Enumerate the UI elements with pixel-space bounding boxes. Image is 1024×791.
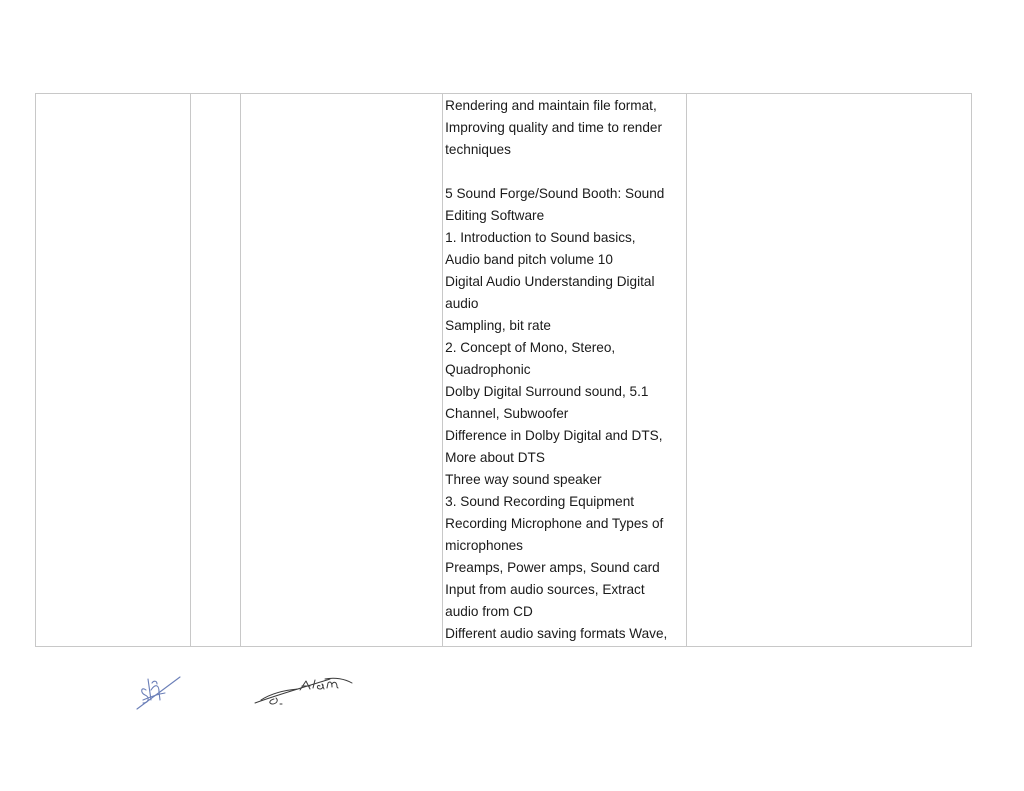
content-line: Digital Audio Understanding Digital [445,274,655,289]
content-line: Rendering and maintain file format, [445,98,657,113]
table-cell-5 [687,94,972,647]
content-line: More about DTS [445,450,545,465]
content-line: Input from audio sources, Extract [445,582,645,597]
content-line: 5 Sound Forge/Sound Booth: Sound [445,186,665,201]
content-line: Preamps, Power amps, Sound card [445,560,660,575]
content-line: Sampling, bit rate [445,318,551,333]
syllabus-table [35,93,972,647]
content-text-block [443,94,686,645]
content-line: microphones [445,538,523,553]
content-line-blank [445,161,684,183]
content-line: Difference in Dolby Digital and DTS, [445,428,663,443]
table-cell-3 [241,94,443,647]
content-line: 1. Introduction to Sound basics, [445,230,636,245]
content-line: audio from CD [445,604,533,619]
content-line: Editing Software [445,208,545,223]
content-line: Improving quality and time to render [445,120,663,135]
content-line: 2. Concept of Mono, Stereo, [445,340,616,355]
content-line: audio [445,296,479,311]
table-cell-1 [36,94,191,647]
content-line: Recording Microphone and Types of [445,516,664,531]
content-line: Channel, Subwoofer [445,406,569,421]
signature-second [255,678,352,704]
content-line: Different audio saving formats Wave, [445,626,668,641]
table-cell-content [443,94,687,647]
content-line: Three way sound speaker [445,472,602,487]
content-line: Dolby Digital Surround sound, 5.1 [445,384,649,399]
signature-first [137,677,180,709]
content-line: techniques [445,142,511,157]
content-line: Quadrophonic [445,362,531,377]
table-row [36,94,972,647]
table-cell-2 [190,94,240,647]
content-line: Audio band pitch volume 10 [445,252,613,267]
content-line: 3. Sound Recording Equipment [445,494,635,509]
